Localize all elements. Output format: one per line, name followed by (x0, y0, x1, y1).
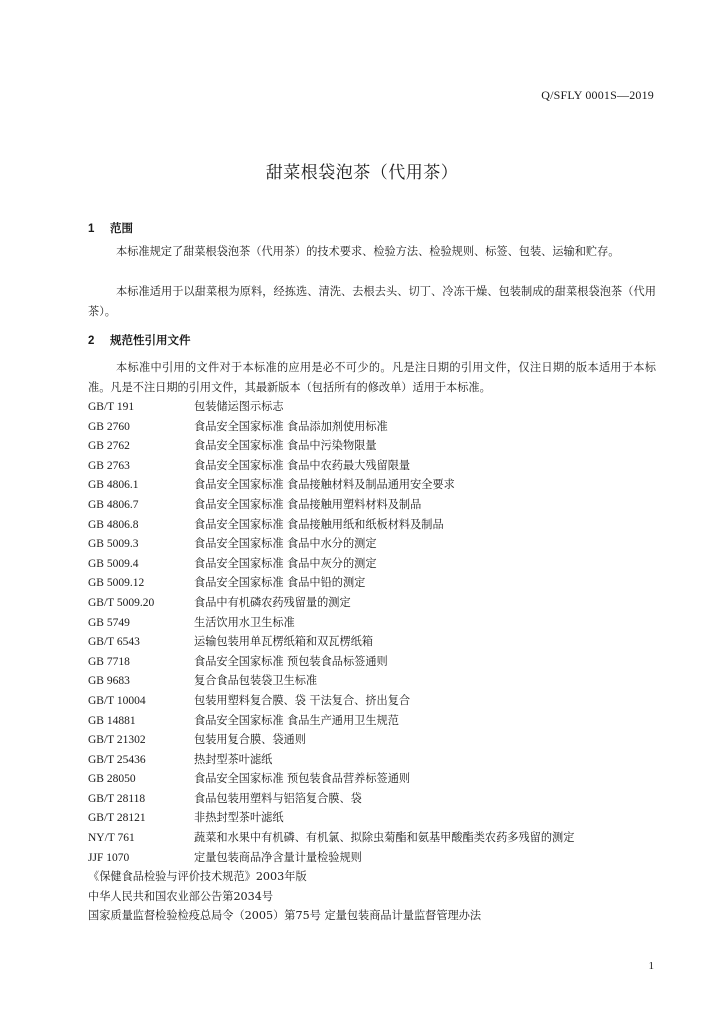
extra-reference: 中华人民共和国农业部公告第2034号 (88, 889, 274, 903)
reference-row (88, 652, 658, 672)
reference-title: 包装用复合膜、袋通则 (194, 733, 306, 747)
reference-row (88, 613, 658, 633)
reference-code: JJF 1070 (88, 851, 130, 864)
reference-title: 食品安全国家标准 食品接触材料及制品通用安全要求 (194, 478, 455, 492)
reference-title: 复合食品包装袋卫生标准 (194, 674, 318, 688)
reference-title: 食品安全国家标准 食品中灰分的测定 (194, 556, 377, 570)
reference-title: 定量包装商品净含量计量检验规则 (194, 850, 362, 864)
reference-row (88, 730, 658, 750)
reference-row (88, 417, 658, 437)
reference-title: 运输包装用单瓦楞纸箱和双瓦楞纸箱 (194, 635, 374, 649)
reference-row (88, 632, 658, 652)
reference-code: GB 2760 (88, 420, 130, 433)
reference-row (88, 456, 658, 476)
reference-code: GB/T 28121 (88, 812, 146, 825)
reference-code: GB 5009.12 (88, 577, 145, 590)
section-title: 范围 (110, 221, 133, 235)
section-title: 规范性引用文件 (110, 333, 191, 347)
reference-row (88, 769, 658, 789)
reference-code: GB 4806.1 (88, 479, 139, 492)
document-title: 甜菜根袋泡茶（代用茶） (265, 163, 459, 183)
reference-title: 包装储运图示标志 (194, 400, 284, 413)
section-number: 1 (88, 223, 95, 235)
reference-title: 食品安全国家标准 食品中污染物限量 (194, 439, 377, 453)
reference-title: 食品安全国家标准 食品添加剂使用标准 (194, 419, 388, 433)
reference-code: NY/T 761 (88, 832, 135, 845)
reference-code: GB/T 28118 (88, 792, 146, 805)
reference-title: 食品安全国家标准 预包装食品标签通则 (194, 654, 388, 668)
reference-list (88, 397, 658, 926)
reference-title: 生活饮用水卫生标准 (194, 615, 295, 629)
reference-title: 食品安全国家标准 食品接触用纸和纸板材料及制品 (194, 517, 444, 531)
reference-code: GB/T 10004 (88, 694, 146, 707)
document-code: Q/SFLY 0001S—2019 (541, 88, 654, 102)
reference-row (88, 789, 658, 809)
reference-code: GB/T 191 (88, 401, 135, 413)
reference-row (88, 436, 658, 456)
reference-code: GB 14881 (88, 714, 136, 727)
reference-code: GB 2763 (88, 459, 130, 472)
reference-code: GB 7718 (88, 655, 130, 668)
reference-row (88, 593, 658, 613)
reference-title: 食品包装用塑料与铝箔复合膜、袋 (194, 791, 362, 805)
reference-title: 食品安全国家标准 食品中铅的测定 (194, 576, 366, 590)
reference-code: GB 5749 (88, 616, 130, 629)
reference-row (88, 828, 658, 848)
references-intro-paragraph: 本标准中引用的文件对于本标准的应用是必不可少的。凡是注日期的引用文件，仅注日期的版本适用于本标准。凡是不注日期的引用文件，其最新版本（包括所有的修改单）适用于本标准。 (88, 361, 656, 394)
reference-title: 食品安全国家标准 食品接触用塑料材料及制品 (194, 497, 422, 511)
scope-paragraph-1: 本标准规定了甜菜根袋泡茶（代用茶）的技术要求、检验方法、检验规则、标签、包装、运输和贮存。 (116, 245, 620, 258)
reference-code: GB 4806.7 (88, 498, 139, 511)
reference-code: GB 5009.4 (88, 557, 139, 570)
reference-code: GB/T 5009.20 (88, 596, 155, 609)
reference-code: GB 2762 (88, 440, 130, 453)
reference-row (88, 750, 658, 770)
reference-title: 蔬菜和水果中有机磷、有机氯、拟除虫菊酯和氨基甲酸酯类农药多残留的测定 (194, 831, 575, 845)
reference-title: 热封型茶叶滤纸 (194, 752, 273, 766)
reference-row (88, 808, 658, 828)
scope-paragraph-2: 本标准适用于以甜菜根为原料，经拣选、清洗、去根去头、切丁、冷冻干燥、包装制成的甜菜根袋泡茶（代用茶）。 (88, 285, 656, 318)
reference-title: 包装用塑料复合膜、袋 干法复合、挤出复合 (194, 693, 411, 707)
reference-row (88, 397, 658, 417)
reference-code: GB 4806.8 (88, 518, 139, 531)
reference-title: 食品安全国家标准 食品中水分的测定 (194, 537, 377, 551)
reference-title: 食品中有机磷农药残留量的测定 (194, 595, 351, 609)
section-heading-scope (88, 220, 133, 236)
reference-title: 食品安全国家标准 食品生产通用卫生规范 (194, 713, 399, 727)
reference-row (88, 534, 658, 554)
reference-title: 食品安全国家标准 食品中农药最大残留限量 (194, 458, 411, 472)
reference-row (88, 691, 658, 711)
section-number: 2 (88, 335, 95, 347)
reference-row (88, 671, 658, 691)
extra-reference: 《保健食品检验与评价技术规范》2003年版 (88, 870, 307, 884)
reference-row (88, 711, 658, 731)
reference-row (88, 495, 658, 515)
reference-code: GB/T 6543 (88, 636, 140, 649)
reference-title: 食品安全国家标准 预包装食品营养标签通则 (194, 772, 411, 786)
reference-code: GB 28050 (88, 773, 136, 786)
reference-code: GB/T 21302 (88, 734, 146, 747)
extra-reference: 国家质量监督检验检疫总局令（2005）第75号 定量包装商品计量监督管理办法 (88, 909, 482, 923)
section-heading-normative-references (88, 332, 191, 348)
reference-title: 非热封型茶叶滤纸 (194, 811, 284, 825)
page-number: 1 (648, 960, 654, 972)
reference-row (88, 515, 658, 535)
reference-code: GB/T 25436 (88, 753, 146, 766)
reference-row (88, 848, 658, 868)
reference-row (88, 554, 658, 574)
reference-code: GB 5009.3 (88, 538, 139, 551)
reference-code: GB 9683 (88, 675, 130, 688)
reference-row (88, 475, 658, 495)
reference-row (88, 573, 658, 593)
